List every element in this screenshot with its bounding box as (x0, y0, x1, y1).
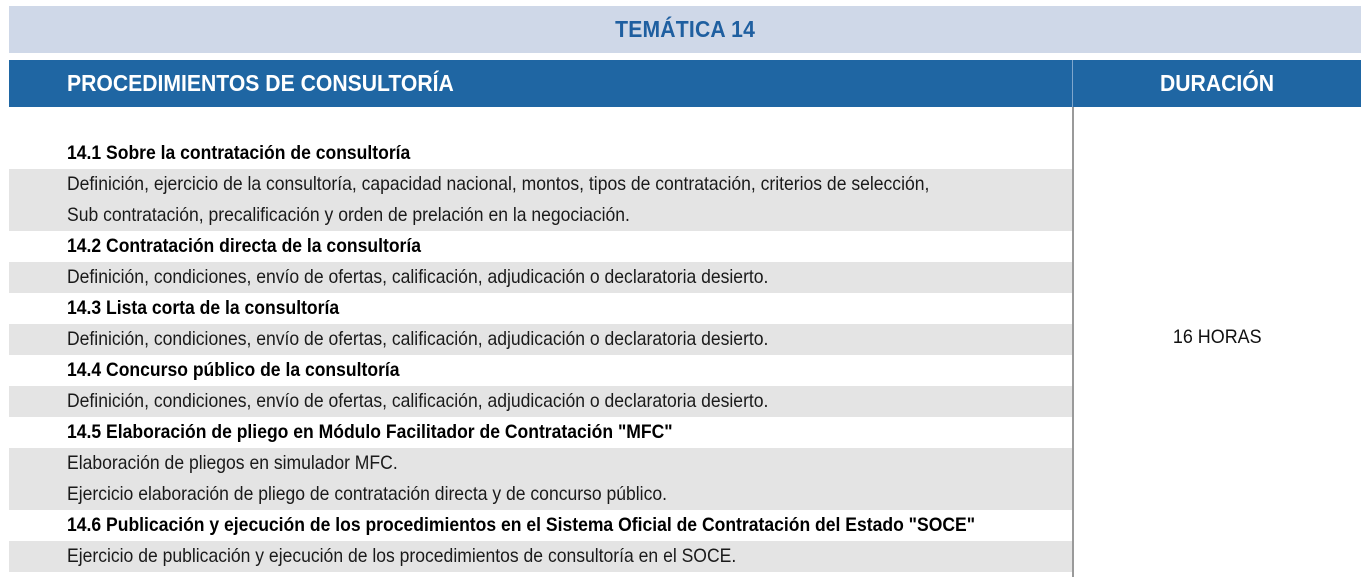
section-heading-14-4: 14.4 Concurso público de la consultoría (9, 355, 1072, 386)
header-procedures: PROCEDIMIENTOS DE CONSULTORÍA (67, 70, 454, 96)
section-detail: Elaboración de pliegos en simulador MFC. (9, 448, 1072, 479)
section-detail: Definición, condiciones, envío de ofertas, calificación, adjudicación o declaratoria desierto. (9, 386, 1072, 417)
content-list (9, 138, 1072, 572)
topic-banner (9, 6, 1361, 53)
section-heading-14-3: 14.3 Lista corta de la consultoría (9, 293, 1072, 324)
header-divider (1072, 60, 1073, 107)
section-detail: Ejercicio elaboración de pliego de contratación directa y de concurso público. (9, 479, 1072, 510)
section-detail: Sub contratación, precalificación y orden de prelación en la negociación. (9, 200, 1072, 231)
duration-value: 16 HORAS (1173, 326, 1262, 348)
section-heading-14-1: 14.1 Sobre la contratación de consultoría (9, 138, 1072, 169)
section-detail: Definición, condiciones, envío de ofertas, calificación, adjudicación o declaratoria desierto. (9, 324, 1072, 355)
section-heading-14-6: 14.6 Publicación y ejecución de los procedimientos en el Sistema Oficial de Contratación del Estado "SOCE" (9, 510, 1072, 541)
header-duration: DURACIÓN (1159, 70, 1275, 96)
section-detail: Definición, ejercicio de la consultoría, capacidad nacional, montos, tipos de contratación, criterios de selección, (9, 169, 1072, 200)
section-detail: Ejercicio de publicación y ejecución de los procedimientos de consultoría en el SOCE. (9, 541, 1072, 572)
section-detail: Definición, condiciones, envío de ofertas, calificación, adjudicación o declaratoria desierto. (9, 262, 1072, 293)
section-heading-14-2: 14.2 Contratación directa de la consultoría (9, 231, 1072, 262)
section-heading-14-5: 14.5 Elaboración de pliego en Módulo Facilitador de Contratación "MFC" (9, 417, 1072, 448)
table-header (9, 60, 1361, 107)
topic-title: TEMÁTICA 14 (615, 16, 755, 42)
